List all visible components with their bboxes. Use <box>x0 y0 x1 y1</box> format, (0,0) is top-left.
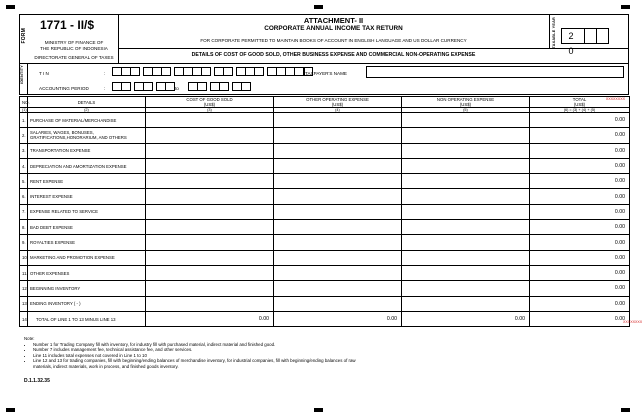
total-cell[interactable]: 0.00 <box>530 158 630 173</box>
note-item: • Line 11 includes total expenses not covered in Line 1 to 10 <box>33 353 363 359</box>
year-box <box>561 28 623 56</box>
cogs-cell[interactable] <box>146 265 274 280</box>
row-number: 1. <box>20 113 28 128</box>
row-number: 8. <box>20 220 28 235</box>
footer-code: D.1.1.32.35 <box>24 378 50 384</box>
table-row <box>20 265 630 280</box>
registration-mark-top-right <box>621 5 630 9</box>
row-number: 14. <box>20 311 28 326</box>
other-op-cell[interactable]: 0.00 <box>274 311 402 326</box>
cogs-cell[interactable] <box>146 220 274 235</box>
row-detail: INTEREST EXPENSE <box>28 189 146 204</box>
total-cell[interactable]: 0.00 <box>530 311 630 326</box>
registration-mark-top-left <box>6 5 15 9</box>
row-detail: TRANSPORTATION EXPENSE <box>28 143 146 158</box>
row-detail: MARKETING AND PROMOTION EXPENSE <box>28 250 146 265</box>
republic-line: THE REPUBLIC OF INDONESIA <box>40 46 108 51</box>
total-row-red-tag: XXXXXXXX <box>623 320 642 324</box>
row-detail: PURCHASE OF MATERIAL/MERCHANDISE <box>28 113 146 128</box>
header-no: NO. <box>20 97 28 108</box>
note-item: • Number 7 includes management fee, technical assistance fee, and other services. <box>33 347 363 353</box>
tin-input-cells[interactable] <box>112 67 313 76</box>
total-cell[interactable]: 0.00 <box>530 265 630 280</box>
cogs-cell[interactable] <box>146 281 274 296</box>
non-op-cell[interactable] <box>402 235 530 250</box>
details-title: DETAILS OF COST OF GOOD SOLD, OTHER BUSINESS EXPENSE AND COMMERCIAL NON-OPERATING EXPENSE <box>191 52 476 58</box>
row-number: 5. <box>20 174 28 189</box>
note-item: • Number 1 for Trading Company fill with inventory, for industry fill with purchased material, indirect material and finished good. <box>33 342 363 348</box>
cogs-cell[interactable] <box>146 174 274 189</box>
non-op-cell[interactable] <box>402 220 530 235</box>
taxpayer-name-label: TAXPAYER'S NAME <box>305 71 347 76</box>
header-cogs <box>146 97 274 108</box>
header-total-unit: (US$) <box>573 102 586 107</box>
attachment-label: ATTACHMENT- II <box>303 16 364 25</box>
row-number: 6. <box>20 189 28 204</box>
row-detail: DEPRECIATION AND AMORTIZATION EXPENSE <box>28 158 146 173</box>
header-other-op <box>274 97 402 108</box>
header-cogs-label: COST OF GOOD SOLD <box>186 97 233 102</box>
row-detail: SALARIES, WAGES, BONUSES, GRATIFICATIONS,HONORARIUM, AND OTHERS <box>28 128 146 143</box>
header-total-label: TOTAL <box>572 97 587 102</box>
total-cell[interactable]: 0.00 <box>530 113 630 128</box>
cogs-cell[interactable] <box>146 158 274 173</box>
header-other-op-label: OTHER OPERATING EXPENSE <box>306 97 369 102</box>
cogs-cell[interactable] <box>146 189 274 204</box>
other-op-cell[interactable] <box>274 113 402 128</box>
other-op-cell[interactable] <box>274 265 402 280</box>
header-total <box>530 97 630 108</box>
registration-mark-bottom-left <box>6 408 15 412</box>
header-non-op <box>402 97 530 108</box>
cogs-cell[interactable] <box>146 128 274 143</box>
row-number: 12. <box>20 281 28 296</box>
subheader-4: (4) <box>274 108 402 113</box>
period-start-cells[interactable] <box>112 82 174 91</box>
total-cell[interactable]: 0.00 <box>530 235 630 250</box>
note-item: • Line 12 and 13 for trading companies, fill with beginning/ending balances of merchandise inventory, for industrial companies, fill with beginning/ending balances of raw materials, indirect materials, work in process, and finished goods inventory. <box>33 358 363 369</box>
other-op-cell[interactable] <box>274 235 402 250</box>
accounting-period-colon: : <box>104 86 106 91</box>
year-digit-3[interactable] <box>584 28 597 44</box>
other-op-cell[interactable] <box>274 128 402 143</box>
table-row <box>20 128 630 143</box>
row-number: 11. <box>20 265 28 280</box>
period-end-cells[interactable] <box>188 82 250 91</box>
row-number: 9. <box>20 235 28 250</box>
table-header-row <box>20 97 630 108</box>
cogs-cell[interactable] <box>146 204 274 219</box>
table-row <box>20 235 630 250</box>
year-digit-4[interactable] <box>596 28 609 44</box>
table-body <box>20 113 630 327</box>
registration-mark-bottom-right <box>621 408 630 412</box>
table-row <box>20 311 630 326</box>
header-non-op-unit: (US$) <box>459 102 472 107</box>
other-op-cell[interactable] <box>274 250 402 265</box>
identity-side-label: IDENTITY <box>20 65 24 84</box>
other-op-cell[interactable] <box>274 189 402 204</box>
subheader-1: (1) <box>20 108 28 113</box>
non-op-cell[interactable] <box>402 250 530 265</box>
non-op-cell[interactable] <box>402 204 530 219</box>
registration-mark-top-center <box>314 5 323 9</box>
other-op-cell[interactable] <box>274 281 402 296</box>
table-row <box>20 143 630 158</box>
non-op-cell[interactable] <box>402 113 530 128</box>
total-cell[interactable]: 0.00 <box>530 250 630 265</box>
table-row <box>20 113 630 128</box>
non-op-cell[interactable] <box>402 296 530 311</box>
non-op-cell[interactable] <box>402 265 530 280</box>
table-row <box>20 296 630 311</box>
expense-table <box>19 96 630 327</box>
other-op-cell[interactable] <box>274 204 402 219</box>
subheader-5: (5) <box>402 108 530 113</box>
table-row <box>20 174 630 189</box>
header-details: DETAILS <box>28 97 146 108</box>
total-cell[interactable]: 0.00 <box>530 281 630 296</box>
total-cell[interactable]: 0.00 <box>530 143 630 158</box>
row-detail: BAD DEBT EXPENSE <box>28 220 146 235</box>
other-op-cell[interactable] <box>274 143 402 158</box>
row-number: 3. <box>20 143 28 158</box>
ministry-line: MINISTRY OF FINANCE OF <box>44 40 104 45</box>
notes-heading: Note: <box>24 336 35 341</box>
notes-list <box>33 342 363 370</box>
taxable-year-label: TAXABLE YEAR <box>552 17 556 49</box>
row-detail: TOTAL OF LINE 1 TO 13 MINUS LINE 13 <box>28 311 146 326</box>
subheader-3: (3) <box>146 108 274 113</box>
notes-section <box>24 336 363 370</box>
header-cogs-unit: (US$) <box>203 102 216 107</box>
table-row <box>20 281 630 296</box>
non-op-cell[interactable] <box>402 143 530 158</box>
row-number: 7. <box>20 204 28 219</box>
other-op-cell[interactable] <box>274 220 402 235</box>
non-op-cell[interactable] <box>402 174 530 189</box>
total-cell[interactable]: 0.00 <box>530 174 630 189</box>
header-red-tag: XXXXXXXX <box>605 97 625 101</box>
period-to-label: to <box>175 86 179 91</box>
cogs-cell[interactable]: 0.00 <box>146 311 274 326</box>
form-subtitle: FOR CORPORATE PERMITTED TO MAINTAIN BOOKS OF ACCOUNT IN ENGLISH LANGUAGE AND US DOLLAR CURRENCY <box>200 38 467 43</box>
total-cell[interactable]: 0.00 <box>530 296 630 311</box>
total-cell[interactable]: 0.00 <box>530 189 630 204</box>
cogs-cell[interactable] <box>146 143 274 158</box>
cogs-cell[interactable] <box>146 235 274 250</box>
non-op-cell[interactable] <box>402 281 530 296</box>
table-row <box>20 158 630 173</box>
form-title: CORPORATE ANNUAL INCOME TAX RETURN <box>264 25 403 32</box>
total-cell[interactable]: 0.00 <box>530 220 630 235</box>
year-prefix: 2 0 <box>561 28 585 44</box>
table-row <box>20 220 630 235</box>
directorate-line: DIRECTORATE GENERAL OF TAXES <box>34 55 114 60</box>
table-row <box>20 204 630 219</box>
non-op-cell[interactable] <box>402 158 530 173</box>
form-number: 1771 - II/$ <box>40 18 95 32</box>
header-divider-year <box>549 14 550 48</box>
row-detail: OTHER EXPENSES <box>28 265 146 280</box>
total-cell[interactable]: 0.00 <box>530 204 630 219</box>
header-other-op-unit: (US$) <box>331 102 344 107</box>
total-cell[interactable]: 0.00 <box>530 128 630 143</box>
accounting-period-label: ACCOUNTING PERIOD <box>39 86 89 91</box>
cogs-cell[interactable] <box>146 113 274 128</box>
taxpayer-name-input[interactable] <box>366 66 624 78</box>
identity-side-divider <box>27 63 28 95</box>
row-number: 13. <box>20 296 28 311</box>
registration-mark-bottom-center <box>314 408 323 412</box>
row-detail: BEGINNING INVENTORY <box>28 281 146 296</box>
row-detail: RENT EXPENSE <box>28 174 146 189</box>
row-detail: ROYALTIES EXPENSE <box>28 235 146 250</box>
other-op-cell[interactable] <box>274 158 402 173</box>
other-op-cell[interactable] <box>274 174 402 189</box>
subheader-2: (2) <box>28 108 146 113</box>
header-non-op-label: NON OPERATING EXPENSE <box>436 97 495 102</box>
row-number: 2. <box>20 128 28 143</box>
form-label: FORM <box>21 28 27 44</box>
table-row <box>20 250 630 265</box>
table-row <box>20 189 630 204</box>
subheader-6: (6) = (3) + (4) + (5) <box>530 108 630 113</box>
row-detail: EXPENSE RELATED TO SERVICE <box>28 204 146 219</box>
cogs-cell[interactable] <box>146 250 274 265</box>
row-number: 4. <box>20 158 28 173</box>
cogs-cell[interactable] <box>146 296 274 311</box>
non-op-cell[interactable]: 0.00 <box>402 311 530 326</box>
row-number: 10. <box>20 250 28 265</box>
other-op-cell[interactable] <box>274 296 402 311</box>
non-op-cell[interactable] <box>402 189 530 204</box>
tin-colon: : <box>104 71 106 76</box>
tin-label: T I N <box>39 71 49 76</box>
non-op-cell[interactable] <box>402 128 530 143</box>
row-detail: ENDING INVENTORY ( - ) <box>28 296 146 311</box>
